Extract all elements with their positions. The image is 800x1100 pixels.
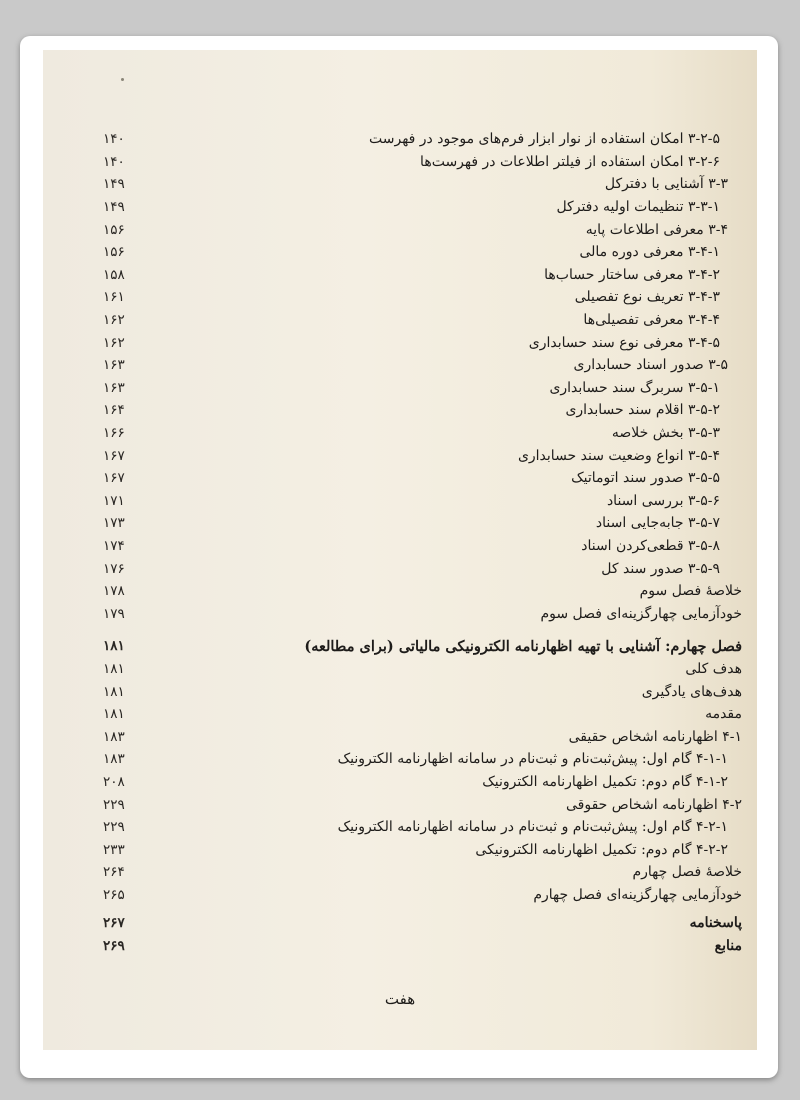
toc-entry [103,635,742,658]
toc-entry-title: ۳-۵-۱ سربرگ سند حسابداری [549,379,720,396]
toc-entry-title: فصل چهارم: آشنایی با تهیه اظهارنامه الکترونیکی مالیاتی (برای مطالعه) [304,637,742,655]
toc-entry-title: ۴-۲-۲ گام دوم: تکمیل اظهارنامه الکترونیکی [475,841,728,858]
toc-entry-title: ۳-۳ آشنایی با دفترکل [604,176,728,193]
toc-entry [103,422,742,445]
toc-entry [103,512,742,535]
toc-entry-title: ۳-۵-۷ جابه‌جایی اسناد [595,515,720,532]
toc-entry [103,444,742,467]
toc-entry [103,725,742,748]
toc-entry-page-number: ۱۷۳ [103,515,125,532]
toc-entry-page-number: ۲۶۹ [103,938,125,955]
toc-entry-page-number: ۱۷۸ [103,583,125,600]
toc-entry [103,658,742,681]
toc-entry-title: ۳-۵ صدور اسناد حسابداری [573,357,728,374]
toc-entry [103,816,742,839]
toc-entry-page-number: ۱۴۹ [103,176,125,193]
toc-entry [103,490,742,513]
toc-entry-page-number: ۱۸۱ [103,683,125,700]
toc-entry-page-number: ۱۵۶ [103,221,125,238]
toc-entry [103,935,742,958]
toc-entry-title: ۳-۴-۲ معرفی ساختار حساب‌ها [544,266,720,283]
toc-entry [103,912,742,935]
toc-entry-page-number: ۲۲۹ [103,796,125,813]
toc-entry [103,128,742,151]
toc-entry [103,218,742,241]
toc-entry-page-number: ۲۶۵ [103,886,125,903]
toc-entry-title: ۳-۴-۳ تعریف نوع تفصیلی [574,289,720,306]
toc-entry-page-number: ۲۶۴ [103,864,125,881]
toc-entry [103,331,742,354]
toc-entry-title: ۳-۴-۴ معرفی تفصیلی‌ها [583,312,720,329]
toc-entry-page-number: ۱۶۶ [103,425,125,442]
toc-entry-title: ۳-۵-۶ بررسی اسناد [606,492,720,509]
toc-entry-title: ۳-۵-۲ اقلام سند حسابداری [565,402,720,419]
toc-entry-page-number: ۱۷۱ [103,492,125,509]
toc-entry-title: ۳-۵-۸ قطعی‌کردن اسناد [581,537,720,554]
toc-entry [103,703,742,726]
toc-entry [103,399,742,422]
toc-entry-page-number: ۱۶۳ [103,379,125,396]
toc-entry-title: پاسخنامه [689,915,742,932]
toc-entry [103,557,742,580]
toc-entry-title: ۳-۴ معرفی اطلاعات پایه [585,221,728,238]
toc-entry [103,354,742,377]
toc-entry-title: ۳-۵-۳ بخش خلاصه [611,425,720,442]
toc-entry [103,680,742,703]
toc-entry-page-number: ۱۶۷ [103,470,125,487]
toc-entry-page-number: ۱۷۹ [103,605,125,622]
toc-entry-title: خلاصهٔ فصل چهارم [632,864,742,881]
toc-entry [103,771,742,794]
toc-entry-title: ۴-۱ اظهارنامه اشخاص حقیقی [568,728,742,745]
document-page [43,50,757,1050]
page-number-footer: هفت [384,990,416,1008]
toc-entry [103,241,742,264]
toc-entry-page-number: ۱۴۰ [103,131,125,148]
toc-entry-title: ۳-۲-۶ امکان استفاده از فیلتر اطلاعات در فهرست‌ها [420,153,720,170]
toc-entry [103,173,742,196]
toc-entry [103,602,742,625]
toc-entry-page-number: ۱۷۶ [103,560,125,577]
toc-entry-page-number: ۲۳۳ [103,841,125,858]
toc-entry-title: ۳-۲-۵ امکان استفاده از نوار ابزار فرم‌های موجود در فهرست [369,131,720,148]
toc-entry-page-number: ۱۴۹ [103,199,125,216]
toc-entry-title: خودآزمایی چهارگزینه‌ای فصل چهارم [533,886,742,903]
table-of-contents [103,128,742,957]
speck [121,78,124,81]
toc-entry-title: ۴-۲ اظهارنامه اشخاص حقوقی [566,796,742,813]
toc-entry [103,793,742,816]
toc-entry [103,264,742,287]
toc-entry [103,309,742,332]
toc-entry-page-number: ۱۸۳ [103,751,125,768]
toc-entry [103,838,742,861]
toc-entry [103,884,742,907]
toc-entry [103,535,742,558]
toc-entry-title: ۳-۵-۵ صدور سند اتوماتیک [571,470,720,487]
toc-entry-title: خلاصهٔ فصل سوم [639,583,742,600]
toc-entry-page-number: ۱۵۸ [103,266,125,283]
toc-entry-page-number: ۱۷۴ [103,537,125,554]
toc-entry-page-number: ۱۶۲ [103,334,125,351]
toc-entry-title: ۴-۱-۱ گام اول: پیش‌ثبت‌نام و ثبت‌نام در سامانه اظهارنامه الکترونیک [337,751,728,768]
toc-entry [103,861,742,884]
toc-entry [103,467,742,490]
toc-entry-page-number: ۲۰۸ [103,773,125,790]
toc-entry-title: ۴-۲-۱ گام اول: پیش‌ثبت‌نام و ثبت‌نام در سامانه اظهارنامه الکترونیک [337,819,728,836]
toc-entry [103,580,742,603]
toc-entry-title: خودآزمایی چهارگزینه‌ای فصل سوم [540,605,742,622]
toc-entry-page-number: ۱۴۰ [103,153,125,170]
toc-entry [103,286,742,309]
toc-entry-page-number: ۲۲۹ [103,819,125,836]
toc-entry-title: ۳-۵-۹ صدور سند کل [601,560,720,577]
toc-entry-title: ۴-۱-۲ گام دوم: تکمیل اظهارنامه الکترونیک [482,773,728,790]
toc-entry-page-number: ۱۵۶ [103,244,125,261]
toc-entry-page-number: ۱۶۱ [103,289,125,306]
toc-entry-title: مقدمه [705,706,742,723]
toc-entry-page-number: ۱۸۳ [103,728,125,745]
toc-entry-title: ۳-۵-۴ انواع وضعیت سند حسابداری [517,447,720,464]
toc-entry [103,377,742,400]
toc-entry-page-number: ۲۶۷ [103,915,125,932]
toc-entry-title: هدف کلی [685,660,742,677]
toc-entry-title: ۳-۴-۵ معرفی نوع سند حسابداری [528,334,720,351]
toc-entry-page-number: ۱۶۳ [103,357,125,374]
toc-entry-page-number: ۱۸۱ [103,660,125,677]
toc-entry-page-number: ۱۸۱ [103,638,125,655]
toc-entry-title: ۳-۴-۱ معرفی دوره مالی [579,244,720,261]
toc-entry-title: منابع [714,938,742,955]
toc-entry-page-number: ۱۶۴ [103,402,125,419]
toc-entry [103,196,742,219]
toc-entry-page-number: ۱۶۷ [103,447,125,464]
toc-entry [103,748,742,771]
toc-entry-title: هدف‌های یادگیری [641,683,742,700]
toc-entry-page-number: ۱۸۱ [103,706,125,723]
toc-entry [103,151,742,174]
toc-entry-title: ۳-۳-۱ تنظیمات اولیه دفترکل [556,199,720,216]
toc-entry-page-number: ۱۶۲ [103,312,125,329]
